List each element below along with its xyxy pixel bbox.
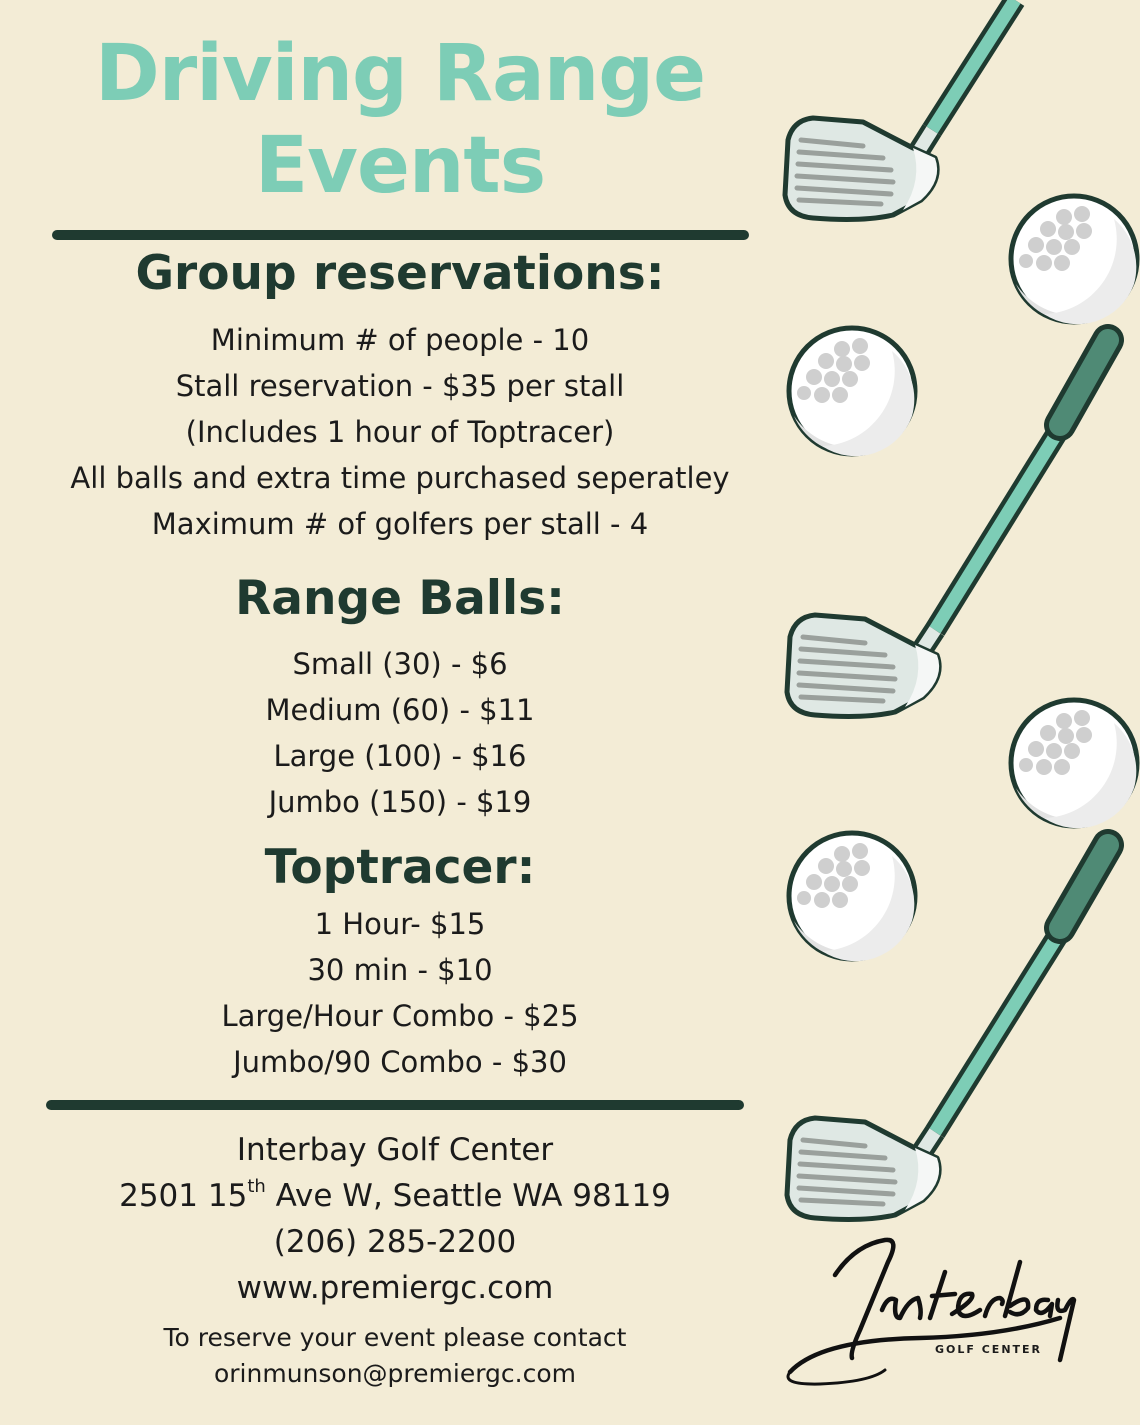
- list-item: All balls and extra time purchased seperatley: [70, 461, 730, 495]
- logo-subtitle: GOLF CENTER: [935, 1343, 1043, 1356]
- list-item: 30 min - $10: [307, 953, 493, 987]
- title-line-1: Driving Range: [94, 29, 705, 119]
- list-item: Large (100) - $16: [273, 739, 527, 773]
- interbay-logo: [788, 1240, 1074, 1384]
- reserve-note: To reserve your event please contact: [163, 1323, 627, 1352]
- phone: (206) 285-2200: [273, 1224, 517, 1260]
- golf-club-icon: [785, 0, 1015, 219]
- group-reservations-heading: Group reservations:: [135, 246, 665, 301]
- golf-ball-icon: [789, 833, 915, 961]
- list-item: (Includes 1 hour of Toptracer): [185, 415, 615, 449]
- list-item: Medium (60) - $11: [265, 693, 535, 727]
- golf-ball-icon: [1011, 196, 1137, 324]
- business-name: Interbay Golf Center: [236, 1132, 554, 1168]
- list-item: Large/Hour Combo - $25: [221, 999, 579, 1033]
- list-item: Small (30) - $6: [292, 647, 508, 681]
- email-link[interactable]: orinmunson@premiergc.com: [213, 1359, 577, 1388]
- list-item: 1 Hour- $15: [314, 907, 486, 941]
- list-item: Maximum # of golfers per stall - 4: [151, 507, 649, 541]
- golf-ball-icon: [789, 328, 915, 456]
- list-item: Jumbo/90 Combo - $30: [233, 1045, 567, 1079]
- toptracer-heading: Toptracer:: [264, 840, 536, 895]
- title-line-2: Events: [254, 121, 546, 211]
- list-item: Minimum # of people - 10: [210, 323, 590, 357]
- range-balls-heading: Range Balls:: [235, 571, 565, 626]
- list-item: Jumbo (150) - $19: [268, 785, 532, 819]
- website-link[interactable]: www.premiergc.com: [236, 1270, 554, 1306]
- golf-ball-icon: [1011, 700, 1137, 828]
- address: 2501 15th Ave W, Seattle WA 98119: [119, 1176, 671, 1214]
- list-item: Stall reservation - $35 per stall: [175, 369, 625, 403]
